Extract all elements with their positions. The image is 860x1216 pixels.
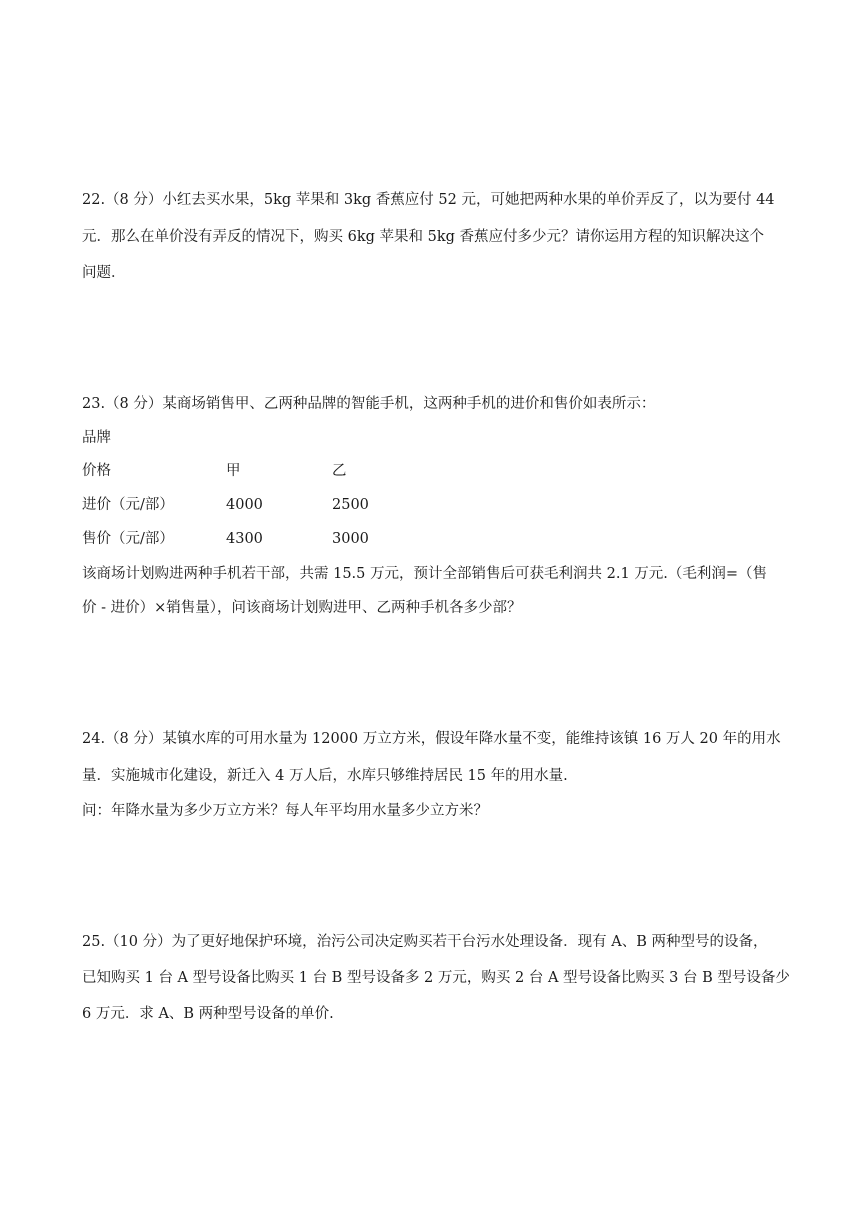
q22-line-1: 22.（8 分）小红去买水果，5kg 苹果和 3kg 香蕉应付 52 元，可她把两种水果的单价弄反了，以为要付 44 [82,192,775,208]
table-row-label: 价格 [82,463,111,479]
q22-line-2: 元．那么在单价没有弄反的情况下，购买 6kg 苹果和 5kg 香蕉应付多少元？请你运用方程的知识解决这个 [82,229,765,245]
q23-line-1: 23.（8 分）某商场销售甲、乙两种品牌的智能手机，这两种手机的进价和售价如表所示： [82,396,656,412]
table-cell: 4300 [226,531,263,547]
q23-table-header-label: 品牌 [82,430,111,446]
q22-line-3: 问题． [82,265,126,281]
q25-line-2: 已知购买 1 台 A 型号设备比购买 1 台 B 型号设备多 2 万元，购买 2 台 A 型号设备比购买 3 台 B 型号设备少 [82,970,790,986]
q24-line-3: 问：年降水量为多少万立方米？每人年平均用水量多少立方米？ [82,803,488,819]
table-cell: 甲 [226,463,241,479]
q23-line-2: 该商场计划购进两种手机若干部，共需 15.5 万元，预计全部销售后可获毛利润共 2.1 万元.（毛利润=（售 [82,566,768,582]
table-cell: 4000 [226,497,263,513]
q23-line-3: 价 - 进价）×销售量），问该商场计划购进甲、乙两种手机各多少部？ [82,600,522,616]
table-row-label: 售价（元/部） [82,531,174,547]
q24-line-2: 量．实施城市化建设，新迁入 4 万人后，水库只够维持居民 15 年的用水量. [82,768,568,784]
table-cell: 2500 [332,497,369,513]
table-cell: 乙 [332,463,347,479]
q25-line-3: 6 万元．求 A、B 两种型号设备的单价. [82,1006,334,1022]
q24-line-1: 24.（8 分）某镇水库的可用水量为 12000 万立方米，假设年降水量不变，能维持该镇 16 万人 20 年的用水 [82,731,781,747]
table-cell: 3000 [332,531,369,547]
table-row-label: 进价（元/部） [82,497,174,513]
q25-line-1: 25.（10 分）为了更好地保护环境，治污公司决定购买若干台污水处理设备．现有 A、B 两种型号的设备， [82,934,768,950]
